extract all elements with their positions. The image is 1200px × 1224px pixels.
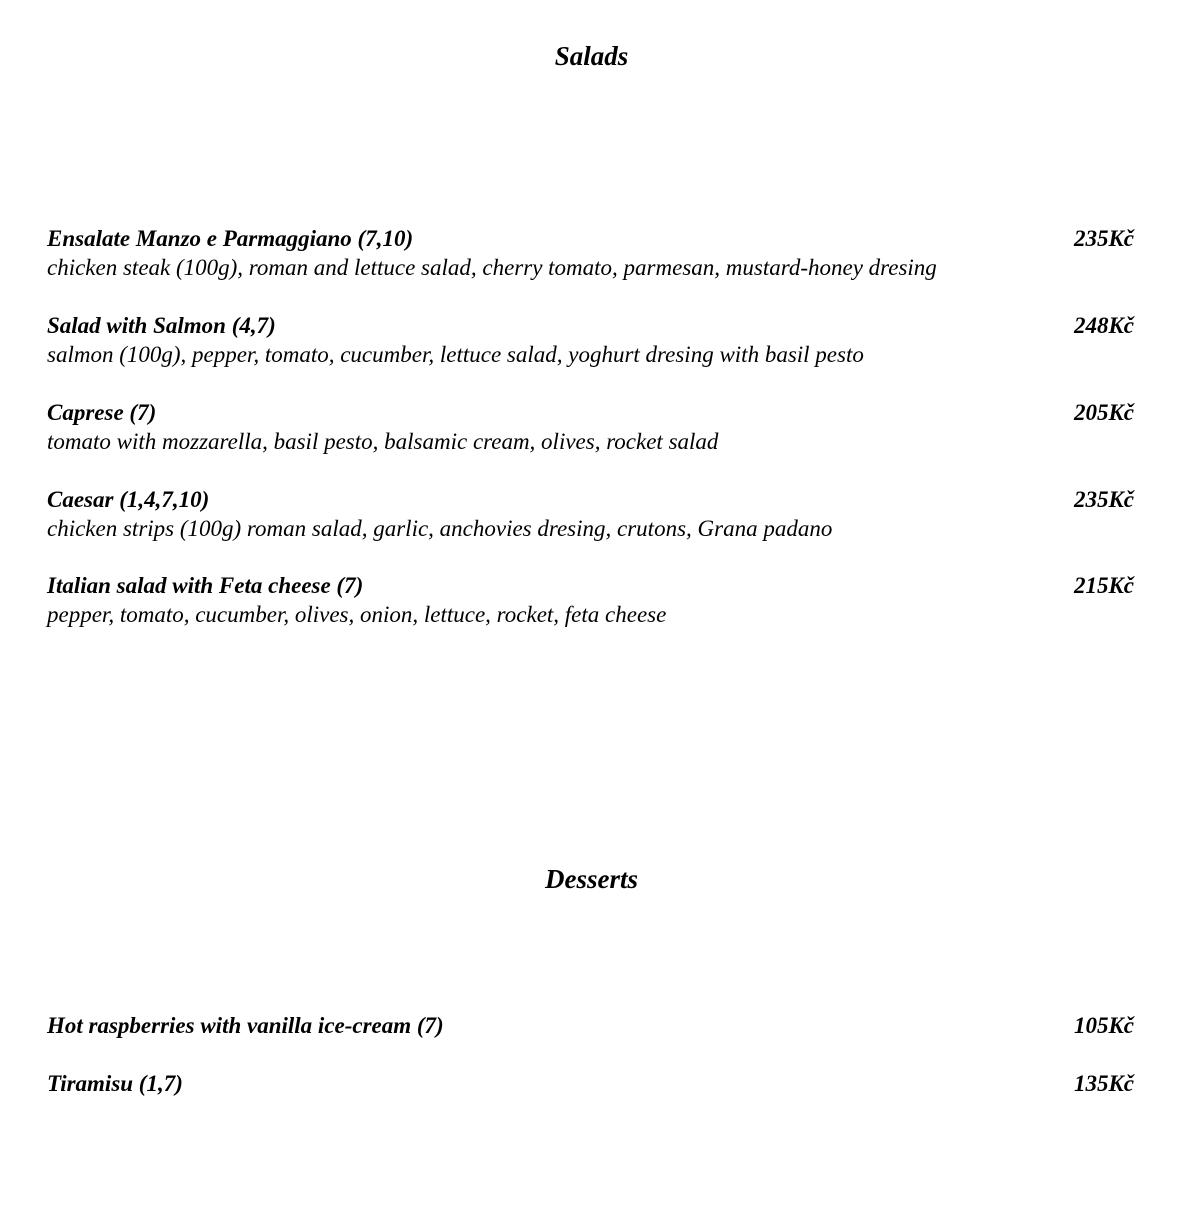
item-name: Hot raspberries with vanilla ice-cream (7) xyxy=(47,1013,444,1038)
item-name: Caesar (1,4,7,10) xyxy=(47,487,210,512)
item-price: 215Kč xyxy=(1073,573,1134,598)
desserts-section-title: Desserts xyxy=(545,864,638,894)
menu-item-ensalate-manzo xyxy=(47,225,1137,283)
item-price: 235Kč xyxy=(1073,226,1134,251)
menu-item-salad-with-salmon xyxy=(47,312,1137,370)
item-price: 135Kč xyxy=(1073,1071,1134,1096)
item-name: Italian salad with Feta cheese (7) xyxy=(47,573,364,598)
menu-item-hot-raspberries xyxy=(47,1012,1137,1040)
item-name: Tiramisu (1,7) xyxy=(47,1071,183,1096)
item-description: tomato with mozzarella, basil pesto, balsamic cream, olives, rocket salad xyxy=(47,429,719,454)
item-description: salmon (100g), pepper, tomato, cucumber, lettuce salad, yoghurt dresing with basil pesto xyxy=(47,342,864,367)
menu-item-italian-salad-feta xyxy=(47,572,1137,630)
item-description: chicken steak (100g), roman and lettuce salad, cherry tomato, parmesan, mustard-honey dresing xyxy=(47,255,937,280)
item-description: pepper, tomato, cucumber, olives, onion, lettuce, rocket, feta cheese xyxy=(47,602,667,627)
salads-section-title: Salads xyxy=(554,41,629,71)
item-price: 205Kč xyxy=(1073,400,1134,425)
item-name: Ensalate Manzo e Parmaggiano (7,10) xyxy=(47,226,414,251)
item-price: 235Kč xyxy=(1073,487,1134,512)
menu-item-tiramisu xyxy=(47,1070,1137,1098)
item-price: 248Kč xyxy=(1073,313,1134,338)
item-name: Caprese (7) xyxy=(47,400,157,425)
menu-item-caprese xyxy=(47,399,1137,457)
item-description: chicken strips (100g) roman salad, garlic, anchovies dresing, crutons, Grana padano xyxy=(47,516,833,541)
item-price: 105Kč xyxy=(1073,1013,1134,1038)
item-name: Salad with Salmon (4,7) xyxy=(47,313,276,338)
menu-item-caesar xyxy=(47,486,1137,544)
